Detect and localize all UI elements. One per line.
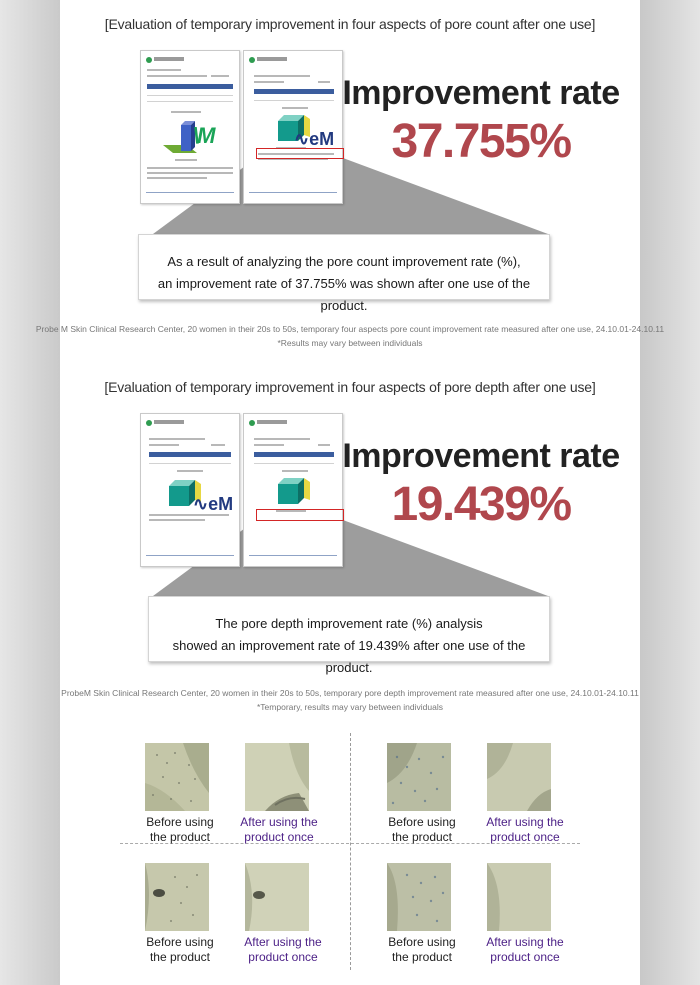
section1-result-callout [138,234,550,313]
caption-before-1: Before using the product [146,815,214,844]
caption-after-2: After using the product once [486,815,564,844]
skin-photo-before-3 [145,863,209,931]
caption-before-3: Before using the product [146,935,214,964]
section1-callout-line1: As a result of analyzing the pore count improvement rate (%), [167,254,521,269]
skin-photo-after-3 [245,863,309,931]
skin-photo-after-2 [487,743,551,811]
report-page-thumbnail-3: ∿eM [140,413,240,567]
section2-note-line1: ProbeM Skin Clinical Research Center, 20 women in their 20s to 50s, temporary pore depth improvement rate measured after one use, 24.10.01-24.10.11 [61,688,639,698]
skin-photo-after-4 [487,863,551,931]
section2-note-line2: *Temporary, results may vary between individuals [257,702,443,712]
caption-before-2: Before using the product [388,815,456,844]
skin-photo-before-4 [387,863,451,931]
section1-heading: [Evaluation of temporary improvement in four aspects of pore count after one use] [104,16,596,32]
report-page-thumbnail-1: \M [140,50,240,204]
section2-result-callout [148,596,550,675]
section2-source-note [0,686,700,714]
section1-source-note [0,322,700,350]
section1-improvement-label: Improvement rate [342,74,620,112]
caption-after-3: After using the product once [244,935,322,964]
section1-callout-line2: an improvement rate of 37.755% was shown after one use of the product. [157,276,531,313]
highlighted-result-box [256,148,344,159]
section2-heading: [Evaluation of temporary improvement in four aspects of pore depth after one use] [104,379,596,395]
report-page-thumbnail-2: ∿eM [243,50,343,204]
caption-after-4: After using the product once [486,935,564,964]
section2-improvement-label: Improvement rate [342,437,620,475]
section1-improvement-value: 37.755% [391,115,571,168]
skin-photo-before-2 [387,743,451,811]
caption-after-1: After using the product once [240,815,318,844]
skin-photo-before-1 [145,743,209,811]
section2-callout-line1: The pore depth improvement rate (%) analysis [215,616,483,631]
section1-note-line1: Probe M Skin Clinical Research Center, 20 women in their 20s to 50s, temporary four aspects pore count improvement rate measured after one use, 24.10.01-24.10.11 [35,324,665,334]
section2-improvement-value: 19.439% [391,478,571,531]
comparison-divider-vertical [350,733,351,970]
section2-callout-line2: showed an improvement rate of 19.439% after one use of the product. [172,638,526,675]
highlighted-result-box-2 [256,509,344,521]
caption-before-4: Before using the product [388,935,456,964]
section1-note-line2: *Results may vary between individuals [277,338,423,348]
skin-photo-after-1 [245,743,309,811]
report-page-thumbnail-4 [243,413,343,567]
